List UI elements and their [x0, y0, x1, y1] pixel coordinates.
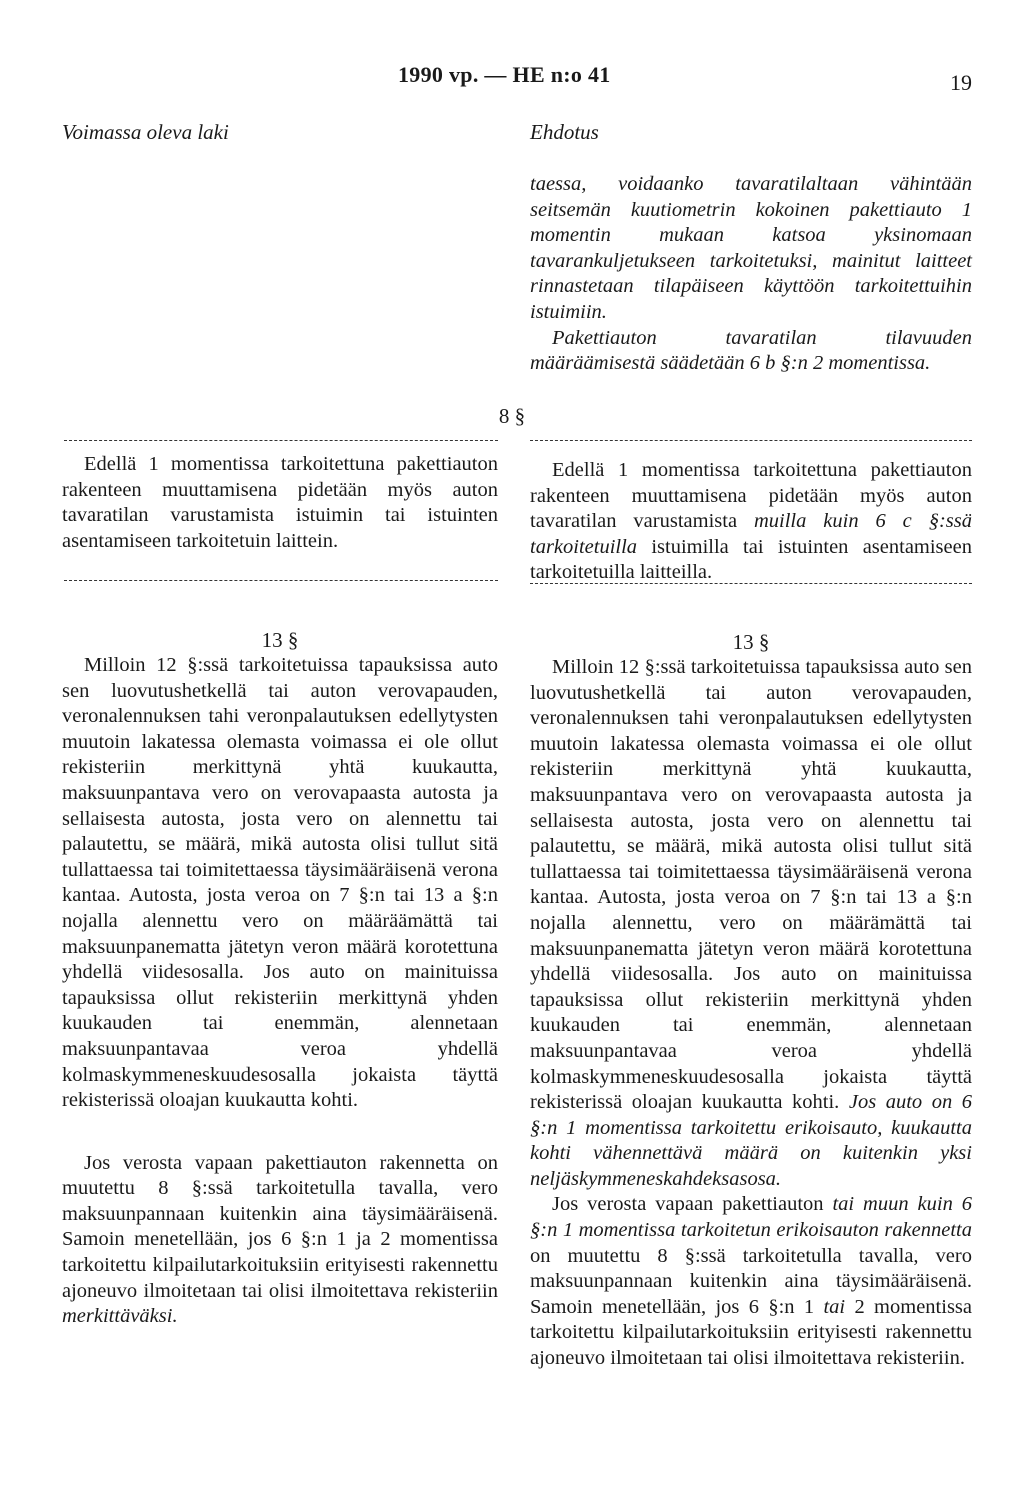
right-column-title: Ehdotus — [530, 120, 599, 144]
document-reference: 1990 vp. — HE n:o 41 — [398, 62, 611, 87]
italic-run: muilla kuin 6 c §:ssä tarkoitetuilla — [530, 510, 972, 558]
italic-run: tai — [823, 1295, 846, 1318]
italic-run: Jos auto on 6 §:n 1 momentissa tarkoitettu erikoisauto, kuukautta kohti vähennettävä määrä on kuitenkin yksi neljäskymmeneskahdeksasosa. — [530, 1091, 972, 1190]
section-13-right — [530, 630, 972, 1372]
text-run: on muutettu 8 §:ssä tarkoitetulla tavalla, vero maksuunpannaan kuitenkin aina täysimääräisenä. Samoin menetellään, jos 6 §:n 1 — [530, 1244, 972, 1318]
page-header — [0, 62, 1024, 95]
section-13-left-paragraph-2 — [62, 1151, 498, 1330]
left-column-title: Voimassa oleva laki — [62, 120, 229, 144]
section-8-left — [62, 452, 498, 554]
section-8-right — [530, 458, 972, 586]
italic-run: tai muun kuin 6 §:n 1 momentissa tarkoitetun erikoisauton rakennetta — [530, 1193, 972, 1242]
section-13-left-paragraph-1: Milloin 12 §:ssä tarkoitetuissa tapauksissa auto sen luovutushetkellä tai auton verovapauden, veronalennuksen tahi veronpalautuksen edellytysten muutoin lakatessa olemasta voimassa ei ole ollut rekisteriin merkittynä yhtä kuukautta, maksuunpantava vero on verovapaasta autosta ja sellaisesta autosta, josta vero on alennettu tai palautettu, se määrä, mikä autosta olisi tullut sitä tullattaessa tai toimitettaessa täysimääräisenä verona kantaa. Autosta, josta veroa on 7 §:n tai 13 a §:n nojalla alennettu vero on määräämättä tai maksuunpanematta jätetyn veron määrä korotettuna yhdellä viidesosalla. Jos auto on mainituissa tapauksissa ollut rekisteriin merkittynä yhden kuukauden tai enemmän, alennetaan maksuunpantavaa veroa yhdellä kolmaskymmeneskuudesosalla jokaista täyttä rekisterissä oloajan kuukautta kohti. — [62, 654, 498, 1112]
separator-right-bottom — [530, 583, 972, 584]
section-13-left — [62, 628, 498, 1330]
text-run: Jos verosta vapaan pakettiauton rakennetta on muutettu 8 §:ssä tarkoitetulla tavalla, vero maksuunpannaan kuitenkin aina täysimääräisenä. Samoin menetellään, jos 6 §:n 1 ja 2 momentissa tarkoitettu kilpailutarkoituksiin erityisesti rakennettu ajoneuvo ilmoitetaan tai olisi ilmoitettava rekisteriin — [62, 1151, 498, 1302]
section-8-left-text: Edellä 1 momentissa tarkoitettuna pakettiauton rakenteen muuttamisena pidetään myös auton tavaratilan varustamista istuimin tai istuinten asentamiseen tarkoitetuin laittein. — [62, 453, 498, 552]
page-number: 19 — [950, 70, 972, 95]
section-8-right-text — [530, 458, 972, 586]
separator-left-top — [64, 440, 498, 441]
text-run: Milloin 12 §:ssä tarkoitetuissa tapauksissa auto sen luovutushetkellä tai auton verovapauden, veronalennuksen tahi veronpalautuksen edellytysten muutoin lakatessa olemasta voimassa ei ole ollut rekisteriin merkittynä yhtä kuukautta, maksuunpantava vero on verovapaasta autosta ja sellaisesta autosta, josta vero on alennettu tai palautettu, se määrä, mikä autosta olisi tullut sitä tullattaessa tai toimitettaessa täysimääräisenä verona kantaa. Autosta, josta veroa on 7 §:n tai 13 a §:n nojalla alennettu, vero on määrämättä tai maksuunpanematta jätetyn veron määrä korotettuna yhdellä viidesosalla. Jos auto on mainituissa tapauksissa ollut rekisteriin merkittynä yhden kuukauden tai enemmän, alennetaan maksuunpantavaa veroa yhdellä kolmaskymmeneskuudesosalla jokaista täyttä rekisterissä oloajan kuukautta kohti. — [530, 656, 972, 1114]
text-run: Jos verosta vapaan pakettiauton — [552, 1193, 833, 1216]
separator-left-bottom — [64, 580, 498, 581]
section-13-left-heading: 13 § — [261, 628, 299, 652]
section-8-heading: 8 § — [498, 404, 526, 428]
text-run: Edellä 1 momentissa tarkoitettuna pakettiauton rakenteen muuttamisena pidetään myös auton tavaratilan varustamista — [530, 459, 972, 533]
intro-paragraph-2: Pakettiauton tavaratilan tilavuuden määräämisestä säädetään 6 b §:n 2 momentissa. — [530, 326, 972, 375]
italic-run: merkittäväksi. — [62, 1305, 178, 1328]
section-13-right-heading: 13 § — [732, 630, 770, 654]
section-13-right-paragraph-1 — [530, 655, 972, 1192]
text-run: 2 momentissa tarkoitettu kilpailutarkoituksiin erityisesti rakennettu ajoneuvo ilmoitetaan tai olisi ilmoitettava rekisteriin. — [530, 1295, 972, 1370]
text-run: istuimilla tai istuinten asentamiseen tarkoitetuilla laitteilla. — [530, 535, 972, 584]
section-13-right-paragraph-2 — [530, 1192, 972, 1371]
right-intro — [530, 172, 972, 377]
separator-right-top — [530, 440, 972, 441]
intro-paragraph-1: taessa, voidaanko tavaratilaltaan vähintään seitsemän kuutiometrin kokoinen pakettiauto 1 momentin mukaan katsoa yksinomaan tavarankuljetukseen tarkoitetuksi, mainitut laitteet rinnastetaan tilapäiseen käyttöön tarkoitettuihin istuimiin. — [530, 173, 972, 323]
